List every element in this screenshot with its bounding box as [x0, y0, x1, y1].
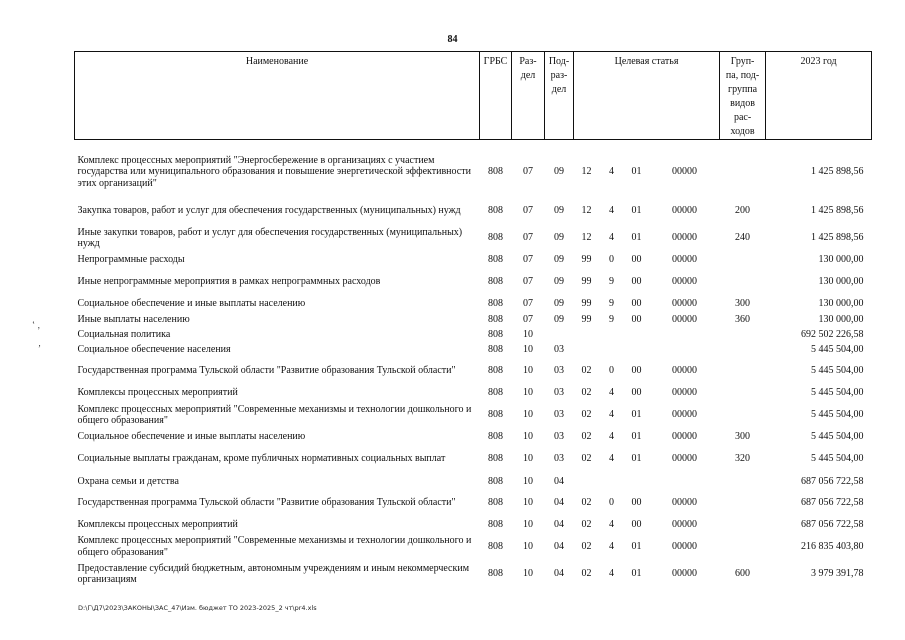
- spacer-row: [75, 140, 872, 149]
- table-row: [75, 342, 872, 357]
- row-name: Социальное обеспечение и иные выплаты населению: [77, 298, 306, 310]
- row-podrazdel: 03: [554, 453, 564, 465]
- row-cs-program: 02: [581, 387, 592, 399]
- row-grbs: 808: [488, 409, 503, 421]
- row-cs-direction: 00000: [672, 540, 698, 552]
- row-razdel: 07: [523, 166, 533, 178]
- row-sum: 5 445 504,00: [811, 430, 864, 442]
- row-grbs: 808: [488, 430, 503, 442]
- header-name: Наименование: [75, 52, 480, 140]
- row-vid-rashodov: 300: [735, 430, 751, 442]
- row-razdel: 10: [523, 343, 533, 355]
- row-podrazdel: 03: [554, 387, 564, 399]
- table-row: [75, 533, 872, 560]
- row-name: Закупка товаров, работ и услуг для обеспечения государственных (муниципальных) нужд: [77, 204, 461, 216]
- table-row: [75, 402, 872, 428]
- row-cs-type: 9: [609, 314, 614, 326]
- row-cs-direction: 00000: [672, 276, 698, 288]
- row-name: Комплекс процессных мероприятий "Современные механизмы и технологии дошкольного и общего образования": [77, 535, 472, 558]
- row-vid-rashodov: [720, 342, 766, 357]
- row-cs-subprogram: 00: [631, 497, 642, 509]
- row-cs-direction: 00000: [672, 364, 698, 376]
- row-sum: 692 502 226,58: [801, 328, 864, 340]
- row-vid-rashodov: [720, 533, 766, 560]
- row-vid-rashodov: [720, 357, 766, 384]
- row-grbs: 808: [488, 387, 503, 399]
- row-cs-type: [600, 327, 624, 342]
- row-sum: 3 979 391,78: [811, 568, 864, 580]
- row-name: Комплексы процессных мероприятий: [77, 387, 238, 399]
- row-cs-direction: 00000: [672, 453, 698, 465]
- row-cs-direction: 00000: [672, 166, 698, 178]
- row-cs-type: [600, 342, 624, 357]
- row-grbs: 808: [488, 364, 503, 376]
- budget-table-sheet: [74, 51, 871, 588]
- row-grbs: 808: [488, 453, 503, 465]
- row-razdel: 07: [523, 298, 533, 310]
- row-sum: 130 000,00: [818, 276, 864, 288]
- row-cs-type: 4: [609, 409, 614, 421]
- row-cs-program: [574, 342, 600, 357]
- budget-table: [74, 51, 872, 588]
- row-razdel: 10: [523, 475, 533, 487]
- row-razdel: 07: [523, 314, 533, 326]
- row-cs-program: 02: [581, 518, 592, 530]
- table-row: [75, 428, 872, 445]
- row-cs-program: 12: [581, 166, 592, 178]
- row-grbs: 808: [488, 328, 503, 340]
- row-podrazdel: [545, 327, 574, 342]
- row-cs-subprogram: 01: [631, 166, 642, 178]
- row-vid-rashodov: [720, 384, 766, 402]
- row-name: Социальные выплаты гражданам, кроме публичных нормативных социальных выплат: [77, 453, 446, 465]
- row-razdel: 07: [523, 276, 533, 288]
- row-name: Социальное обеспечение населения: [77, 343, 231, 355]
- row-name: Иные выплаты населению: [77, 314, 190, 326]
- row-grbs: 808: [488, 276, 503, 288]
- row-cs-type: 9: [609, 276, 614, 288]
- row-razdel: 07: [523, 254, 533, 266]
- row-vid-rashodov: 300: [735, 298, 751, 310]
- table-row: [75, 148, 872, 196]
- margin-mark: ‛ ‚: [32, 320, 41, 330]
- row-grbs: 808: [488, 166, 503, 178]
- row-cs-subprogram: 00: [631, 364, 642, 376]
- row-sum: 1 425 898,56: [811, 166, 864, 178]
- row-razdel: 10: [523, 328, 533, 340]
- row-grbs: 808: [488, 518, 503, 530]
- table-row: [75, 196, 872, 225]
- file-path-footer: D:\Г\Д7\2023\ЗАКОНЫ\ЗАС_47\Изм. бюджет ТО 2023-2025_2 чт\pr4.xls: [78, 604, 317, 612]
- row-name: Государственная программа Тульской области "Развитие образования Тульской области": [77, 497, 456, 509]
- table-row: [75, 445, 872, 473]
- row-grbs: 808: [488, 232, 503, 244]
- row-cs-direction: 00000: [672, 409, 698, 421]
- row-grbs: 808: [488, 540, 503, 552]
- table-row: [75, 251, 872, 269]
- row-podrazdel: 09: [554, 254, 564, 266]
- row-podrazdel: 04: [554, 540, 564, 552]
- row-sum: 687 056 722,58: [801, 497, 864, 509]
- table-row: [75, 357, 872, 384]
- table-row: [75, 473, 872, 490]
- row-cs-type: 0: [609, 364, 614, 376]
- row-cs-type: 4: [609, 387, 614, 399]
- row-cs-type: 0: [609, 254, 614, 266]
- row-vid-rashodov: [720, 251, 766, 269]
- row-podrazdel: 03: [554, 364, 564, 376]
- row-cs-direction: 00000: [672, 204, 698, 216]
- row-vid-rashodov: 240: [735, 232, 751, 244]
- row-cs-type: 4: [609, 232, 614, 244]
- row-name: Комплексы процессных мероприятий: [77, 518, 238, 530]
- row-sum: 687 056 722,58: [801, 475, 864, 487]
- header-razdel: Раз- дел: [512, 52, 545, 140]
- row-cs-program: [574, 473, 600, 490]
- row-name: Комплекс процессных мероприятий "Энергосбережение в организациях с участием государства или муниципального образования и повышение энергетической эффективности этих организаций": [77, 154, 471, 189]
- row-grbs: 808: [488, 568, 503, 580]
- row-cs-subprogram: 00: [631, 387, 642, 399]
- row-podrazdel: 03: [554, 430, 564, 442]
- row-sum: 687 056 722,58: [801, 518, 864, 530]
- row-sum: 5 445 504,00: [811, 364, 864, 376]
- row-cs-program: 02: [581, 364, 592, 376]
- row-vid-rashodov: 200: [735, 204, 751, 216]
- table-row: [75, 560, 872, 588]
- row-vid-rashodov: [720, 490, 766, 516]
- row-cs-direction: [650, 473, 720, 490]
- row-cs-subprogram: [624, 342, 650, 357]
- row-razdel: 10: [523, 453, 533, 465]
- row-podrazdel: 04: [554, 568, 564, 580]
- header-year-2023: 2023 год: [766, 52, 872, 140]
- row-cs-type: 4: [609, 430, 614, 442]
- row-vid-rashodov: [720, 327, 766, 342]
- row-razdel: 10: [523, 540, 533, 552]
- row-cs-program: [574, 327, 600, 342]
- row-vid-rashodov: [720, 269, 766, 295]
- row-cs-program: 12: [581, 232, 592, 244]
- table-row: [75, 313, 872, 327]
- row-sum: 1 425 898,56: [811, 204, 864, 216]
- table-row: [75, 269, 872, 295]
- row-cs-program: 99: [581, 298, 592, 310]
- row-sum: 5 445 504,00: [811, 409, 864, 421]
- row-cs-subprogram: 01: [631, 430, 642, 442]
- row-cs-direction: 00000: [672, 518, 698, 530]
- row-podrazdel: 03: [554, 343, 564, 355]
- row-cs-direction: 00000: [672, 497, 698, 509]
- row-cs-program: 02: [581, 430, 592, 442]
- row-cs-type: 4: [609, 568, 614, 580]
- row-grbs: 808: [488, 497, 503, 509]
- row-vid-rashodov: [720, 473, 766, 490]
- row-sum: 216 835 403,80: [801, 540, 864, 552]
- row-vid-rashodov: 600: [735, 568, 751, 580]
- row-vid-rashodov: 320: [735, 453, 751, 465]
- row-sum: 5 445 504,00: [811, 387, 864, 399]
- row-cs-direction: 00000: [672, 430, 698, 442]
- row-cs-program: 99: [581, 314, 592, 326]
- row-razdel: 07: [523, 204, 533, 216]
- row-sum: 5 445 504,00: [811, 453, 864, 465]
- header-podrazdel: Под- раз- дел: [545, 52, 574, 140]
- row-sum: 130 000,00: [818, 298, 864, 310]
- page-number: 84: [447, 34, 458, 45]
- table-row: [75, 295, 872, 313]
- row-cs-subprogram: 00: [631, 518, 642, 530]
- row-grbs: 808: [488, 254, 503, 266]
- row-cs-subprogram: 01: [631, 540, 642, 552]
- row-cs-program: 02: [581, 453, 592, 465]
- row-cs-program: 99: [581, 276, 592, 288]
- row-vid-rashodov: [720, 148, 766, 196]
- row-podrazdel: 04: [554, 497, 564, 509]
- row-cs-program: 02: [581, 409, 592, 421]
- row-razdel: 10: [523, 497, 533, 509]
- row-cs-subprogram: [624, 473, 650, 490]
- row-cs-subprogram: 01: [631, 232, 642, 244]
- row-name: Государственная программа Тульской области "Развитие образования Тульской области": [77, 364, 456, 376]
- row-cs-type: 4: [609, 540, 614, 552]
- row-razdel: 10: [523, 387, 533, 399]
- row-podrazdel: 09: [554, 276, 564, 288]
- row-cs-direction: 00000: [672, 387, 698, 399]
- row-vid-rashodov: [720, 516, 766, 533]
- header-gruppa-vidov-rashodov: Груп- па, под- группа видов рас- ходов: [720, 52, 766, 140]
- row-cs-subprogram: 01: [631, 409, 642, 421]
- row-cs-type: 4: [609, 518, 614, 530]
- row-razdel: 10: [523, 568, 533, 580]
- row-cs-type: 4: [609, 166, 614, 178]
- row-grbs: 808: [488, 204, 503, 216]
- row-sum: 1 425 898,56: [811, 232, 864, 244]
- row-cs-subprogram: 00: [631, 298, 642, 310]
- row-cs-subprogram: 00: [631, 276, 642, 288]
- row-name: Социальная политика: [77, 328, 171, 340]
- margin-mark: ‚: [38, 338, 41, 348]
- table-row: [75, 490, 872, 516]
- row-razdel: 10: [523, 364, 533, 376]
- row-cs-type: [600, 473, 624, 490]
- row-grbs: 808: [488, 475, 503, 487]
- row-cs-direction: 00000: [672, 298, 698, 310]
- row-cs-direction: 00000: [672, 232, 698, 244]
- row-name: Иные закупки товаров, работ и услуг для обеспечения государственных (муниципальных) нужд: [77, 226, 463, 249]
- row-sum: 130 000,00: [818, 314, 864, 326]
- row-cs-type: 4: [609, 204, 614, 216]
- row-cs-direction: [650, 342, 720, 357]
- row-cs-type: 0: [609, 497, 614, 509]
- row-cs-direction: 00000: [672, 568, 698, 580]
- row-cs-direction: [650, 327, 720, 342]
- row-podrazdel: 09: [554, 166, 564, 178]
- row-cs-program: 02: [581, 540, 592, 552]
- table-row: [75, 384, 872, 402]
- row-cs-direction: 00000: [672, 254, 698, 266]
- row-razdel: 10: [523, 518, 533, 530]
- row-name: Непрограммные расходы: [77, 254, 185, 266]
- table-row: [75, 225, 872, 251]
- row-cs-subprogram: 00: [631, 314, 642, 326]
- row-vid-rashodov: 360: [735, 314, 751, 326]
- row-name: Предоставление субсидий бюджетным, автономным учреждениям и иным некоммерческим организациям: [77, 562, 470, 585]
- row-name: Социальное обеспечение и иные выплаты населению: [77, 430, 306, 442]
- row-cs-program: 02: [581, 497, 592, 509]
- header-celevaya-statya: Целевая статья: [574, 52, 720, 140]
- row-podrazdel: 09: [554, 298, 564, 310]
- row-podrazdel: 04: [554, 475, 564, 487]
- row-podrazdel: 04: [554, 518, 564, 530]
- header-grbs: ГРБС: [480, 52, 512, 140]
- table-row: [75, 327, 872, 342]
- table-header-row: [75, 52, 872, 140]
- row-grbs: 808: [488, 343, 503, 355]
- row-cs-type: 4: [609, 453, 614, 465]
- row-name: Охрана семьи и детства: [77, 475, 179, 487]
- row-cs-subprogram: 01: [631, 204, 642, 216]
- row-name: Иные непрограммные мероприятия в рамках непрограммных расходов: [77, 276, 381, 288]
- row-cs-subprogram: 01: [631, 568, 642, 580]
- row-cs-direction: 00000: [672, 314, 698, 326]
- row-podrazdel: 03: [554, 409, 564, 421]
- table-body: [75, 140, 872, 589]
- row-cs-program: 02: [581, 568, 592, 580]
- row-podrazdel: 09: [554, 204, 564, 216]
- row-cs-program: 12: [581, 204, 592, 216]
- row-podrazdel: 09: [554, 314, 564, 326]
- row-cs-subprogram: 01: [631, 453, 642, 465]
- row-podrazdel: 09: [554, 232, 564, 244]
- row-sum: 130 000,00: [818, 254, 864, 266]
- row-name: Комплекс процессных мероприятий "Современные механизмы и технологии дошкольного и общего образования": [77, 403, 472, 426]
- row-sum: 5 445 504,00: [811, 343, 864, 355]
- row-razdel: 10: [523, 409, 533, 421]
- row-grbs: 808: [488, 314, 503, 326]
- row-razdel: 07: [523, 232, 533, 244]
- row-vid-rashodov: [720, 402, 766, 428]
- table-row: [75, 516, 872, 533]
- row-cs-subprogram: [624, 327, 650, 342]
- row-razdel: 10: [523, 430, 533, 442]
- row-cs-program: 99: [581, 254, 592, 266]
- row-cs-subprogram: 00: [631, 254, 642, 266]
- row-cs-type: 9: [609, 298, 614, 310]
- row-grbs: 808: [488, 298, 503, 310]
